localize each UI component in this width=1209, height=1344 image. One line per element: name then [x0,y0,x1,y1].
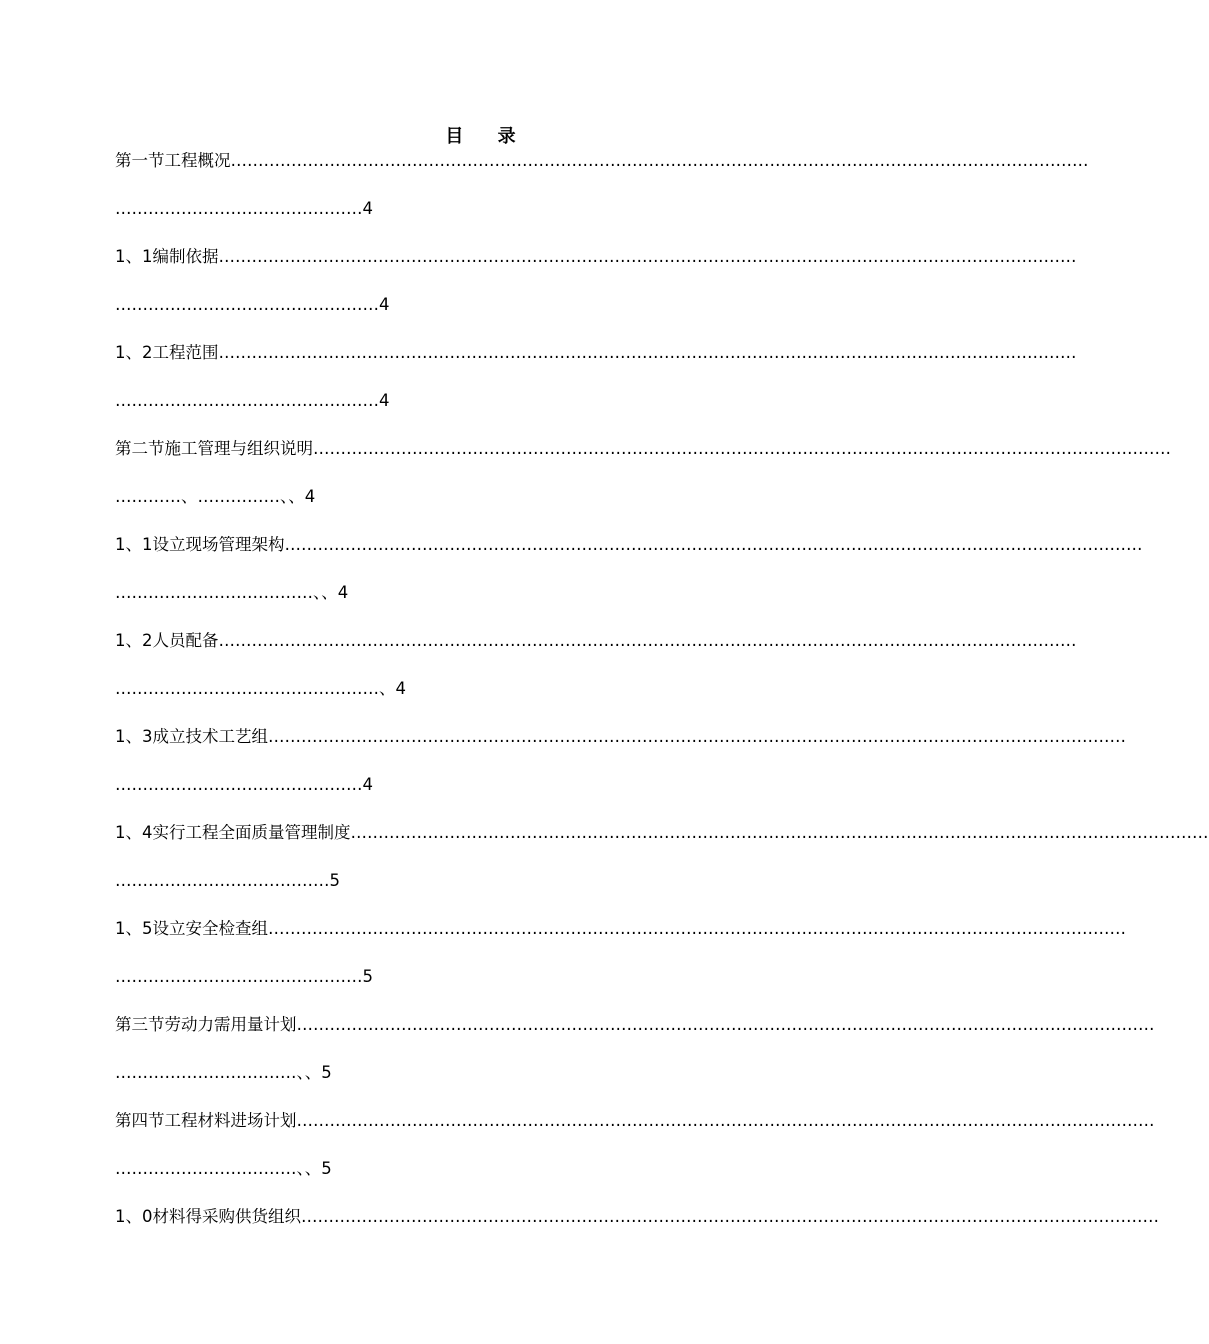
toc-entry-continuation: ………………………………………5 [115,967,373,986]
toc-leader-dots: ………………………………………………………………………………………………………………………………………… [296,1015,1155,1034]
toc-entry-continuation: …………、……………、、4 [115,487,316,506]
toc-entry-continuation: …………………………………………4 [115,295,390,314]
toc-leader-dots: ………………………………………………………………………………………………………………………………………… [284,535,1143,554]
toc-entry-label: 1、1设立现场管理架构 [115,535,285,554]
toc-leader-dots: ………………………………………………………………………………………………………………………………………… [350,823,1209,842]
toc-leader-dots: ………………………………………………………………………………………………………………………………………… [218,343,1077,362]
toc-leader-dots: ………………………………………………………………………………………………………………………………………… [230,151,1089,170]
toc-entry-continuation: ………………………………………4 [115,775,373,794]
toc-entry-label: 1、1编制依据 [115,247,219,266]
toc-entry-continuation: …………………………………5 [115,871,340,890]
toc-entry-label: 第四节工程材料进场计划 [115,1111,297,1130]
toc-leader-dots: ………………………………………………………………………………………………………………………………………… [268,919,1126,938]
toc-leader-dots: ………………………………………………………………………………………………………………………………………… [218,631,1077,650]
toc-entry-label: 第二节施工管理与组织说明 [115,439,313,458]
toc-entry-label: 第三节劳动力需用量计划 [115,1015,297,1034]
toc-entry [115,918,1126,1014]
toc-entry [115,1110,1155,1206]
toc-entry-label: 1、5设立安全检查组 [115,919,268,938]
toc-leader-dots: ………………………………………………………………………………………………………………………………………… [301,1207,1159,1226]
toc-entry-continuation: ……………………………、、5 [115,1063,332,1082]
toc-entry [115,1014,1155,1110]
toc-leader-dots: ………………………………………………………………………………………………………………………………………… [296,1111,1155,1130]
toc-entry-continuation: …………………………………………4 [115,391,390,410]
toc-list [115,150,1209,1302]
toc-entry-label: 1、2人员配备 [115,631,219,650]
toc-entry [115,1206,1159,1302]
toc-entry-continuation: ……………………………、、5 [115,1159,332,1178]
toc-entry [115,342,1077,438]
toc-entry [115,150,1089,246]
toc-entry [115,246,1077,342]
toc-leader-dots: ………………………………………………………………………………………………………………………………………… [218,247,1077,266]
toc-entry [115,630,1077,726]
toc-entry [115,534,1143,630]
toc-entry-continuation: ………………………………………4 [115,199,373,218]
toc-leader-dots: ………………………………………………………………………………………………………………………………………… [268,727,1126,746]
toc-entry [115,726,1126,822]
toc-entry-label: 1、2工程范围 [115,343,219,362]
toc-entry-label: 1、4实行工程全面质量管理制度 [115,823,351,842]
toc-entry-continuation: …………………………………………、4 [115,679,406,698]
toc-entry-label: 第一节工程概况 [115,151,231,170]
toc-entry-label: 1、3成立技术工艺组 [115,727,268,746]
toc-entry [115,438,1171,534]
toc-leader-dots: ………………………………………………………………………………………………………………………………………… [313,439,1171,458]
toc-title: 目 录 [445,126,530,147]
toc-entry [115,822,1209,918]
toc-entry-continuation: ………………………………、、4 [115,583,349,602]
toc-entry-label: 1、0材料得采购供货组织 [115,1207,301,1226]
